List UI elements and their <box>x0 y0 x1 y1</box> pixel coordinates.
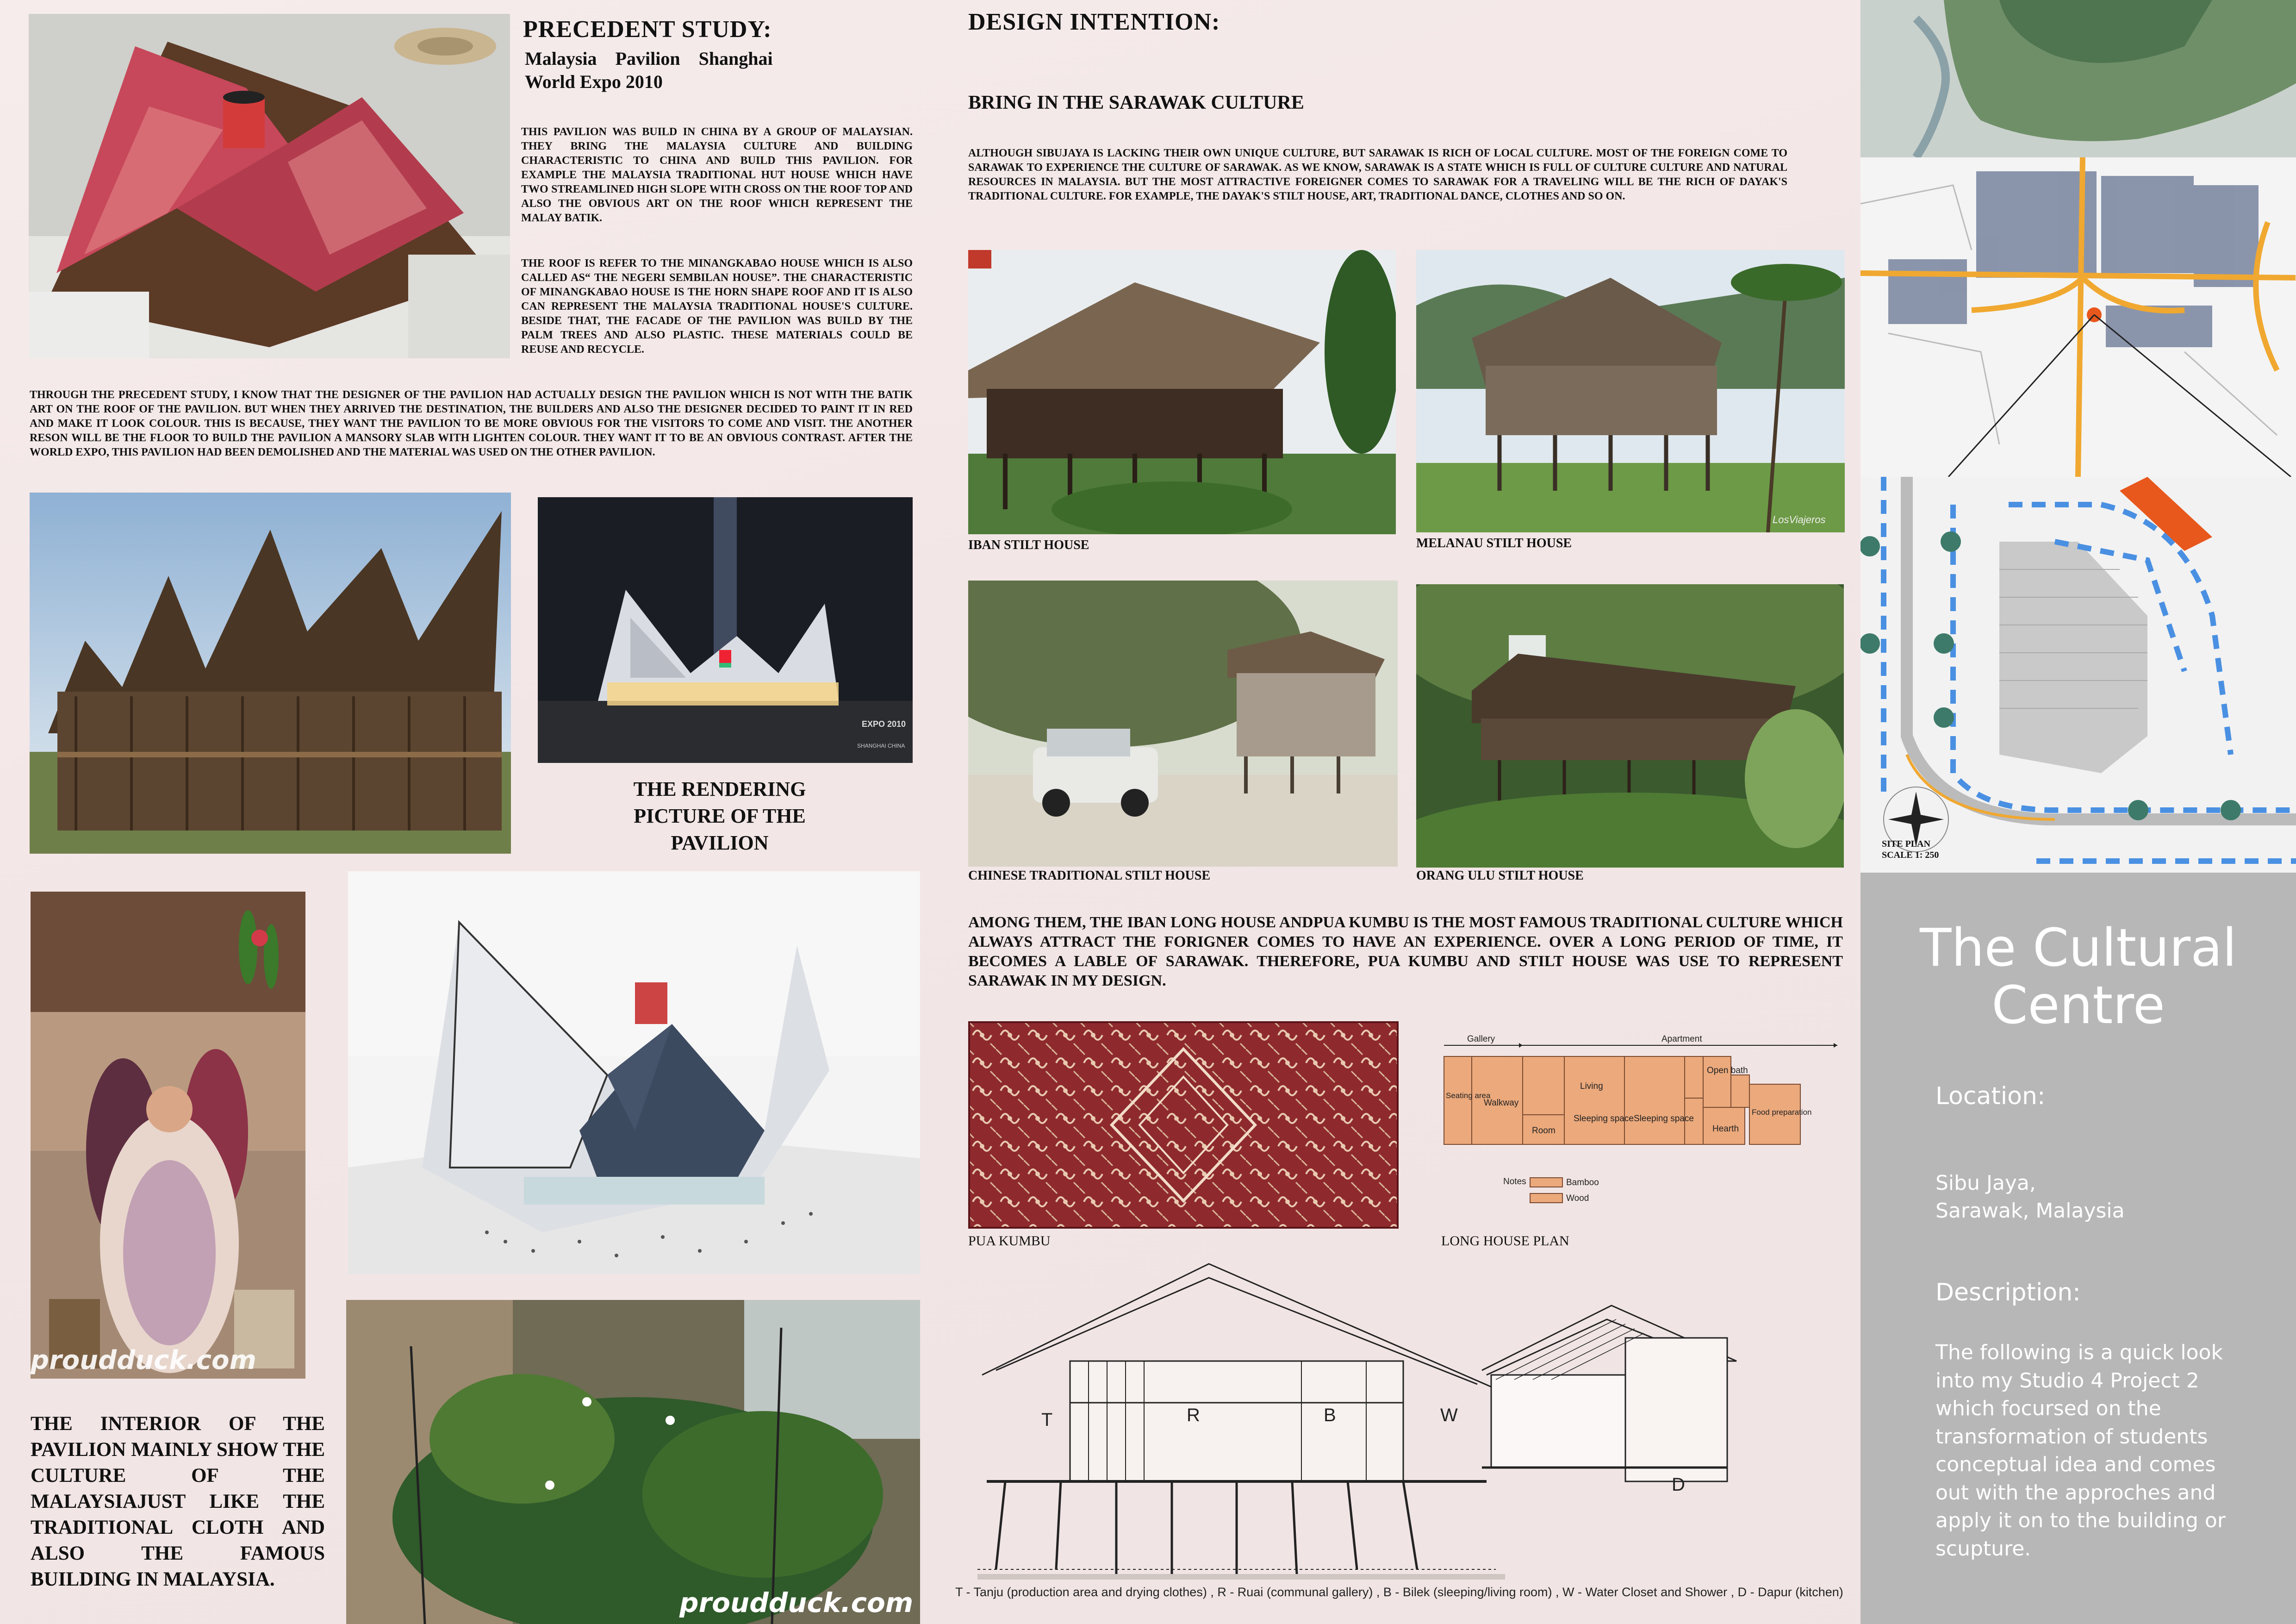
precedent-subtitle-line1: Malaysia Pavilion Shanghai <box>525 48 773 69</box>
precedent-paragraph-3: THROUGH THE PRECEDENT STUDY, I KNOW THAT THE DESIGNER OF THE PAVILION HAD ACTUALLY DESIGN THE PAVILION WHICH IS NOT WITH THE BATIK ART ON THE ROOF OF THE PAVILION. BUT WHEN THEY ARRIVED THE DESTINATION, THE BUILDERS AND ALSO THE DESIGNER DECIDED TO PAINT IT IN RED AND MAKE IT LOOK COLOUR. THIS IS BECAUSE, THEY WANT THE PAVILION TO BE MORE OBVIOUS FOR THE VISITORS TO COME AND VISIT. THE ANOTHER RESON WILL BE THE FLOOR TO BUILD THE PAVILION A MANSORY SLAB WITH LIGHTEN COLOUR. THEY WANT IT TO BE AN OBVIOUS CONTRAST. AFTER THE WORLD EXPO, THIS PAVILION HAD BEEN DEMOLISHED AND THE MATERIAL WAS USED ON THE OTHER PAVILION. <box>30 389 913 458</box>
pavilion-garden-photo <box>346 1300 920 1624</box>
site-plan-label: SITE PLAN <box>1882 839 1931 849</box>
orang-ulu-stilt-house-caption: ORANG ULU STILT HOUSE <box>1416 868 1584 883</box>
watermark-1: proudduck.com <box>31 1345 256 1375</box>
minankabau-house-photo <box>30 493 511 854</box>
description-heading: Description: <box>1935 1279 2081 1306</box>
pua-kumbu-caption: PUA KUMBU <box>968 1233 1051 1249</box>
plan-wood-label: Wood <box>1566 1193 1589 1203</box>
melanau-stilt-house-caption: MELANAU STILT HOUSE <box>1416 536 1572 550</box>
pavilion-night-rendering <box>538 497 913 763</box>
interior-caption: THE INTERIOR OF THE PAVILION MAINLY SHOW THE CULTURE OF THE MALAYSIAJUST LIKE THE TRADITIONAL CLOTH AND ALSO THE FAMOUS BUILDING IN MALAYSIA. <box>31 1413 325 1590</box>
plan-food-label: Food preparation <box>1752 1108 1812 1117</box>
iban-stilt-house-photo <box>968 250 1396 534</box>
street-map <box>1860 157 2296 477</box>
photo-credit: LosViajeros <box>1773 514 1826 525</box>
sidebar-panel <box>1860 0 2296 1624</box>
site-plan <box>1860 477 2296 873</box>
expo-logo-subtitle: SHANGHAI CHINA <box>857 743 905 749</box>
plan-hearth-label: Hearth <box>1712 1124 1739 1134</box>
precedent-paragraph-2: THE ROOF IS REFER TO THE MINANGKABAO HOUSE WHICH IS ALSO CALLED AS“ THE NEGERI SEMBILAN HOUSE”. THE CHARACTERISTIC OF MINANGKABAO HOUSE IS THE HORN SHAPE ROOF AND IT IS ALSO CAN REPRESENT THE MALAYSIA TRADITIONAL HOUSE'S CULTURE. BESIDE THAT, THE FACADE OF THE PAVILION WAS BUILD BY THE PALM TREES AND ALSO PLASTIC. THESE MATERIALS COULD BE REUSE AND RECYCLE. <box>521 257 913 356</box>
location-line-1: Sibu Jaya, <box>1935 1171 2036 1195</box>
precedent-paragraph-1: THIS PAVILION WAS BUILD IN CHINA BY A GROUP OF MALAYSIAN. THEY BRING THE MALAYSIA CULTURE AND BUILDING CHARACTERISTIC TO CHINA AND BUILD THIS PAVILION. FOR EXAMPLE THE MALAYSIA TRADITIONAL HUT HOUSE WHICH HAVE TWO STREAMLINED HIGH SLOPE WITH CROSS ON THE ROOF TOP AND ALSO THE OBVIOUS ART ON THE ROOF WHICH REPRESENT THE MALAY BATIK. <box>521 126 913 224</box>
watermark-2: proudduck.com <box>679 1587 914 1618</box>
iban-stilt-house-caption: IBAN STILT HOUSE <box>968 538 1089 552</box>
plan-room-label: Room <box>1532 1126 1556 1136</box>
plan-sleeping-label-1: Sleeping space <box>1574 1114 1634 1124</box>
orang-ulu-stilt-house-photo <box>1416 584 1844 868</box>
plan-open-bath-label: Open bath <box>1707 1066 1748 1075</box>
scale-label: SCALE 1: 250 <box>1882 850 1939 860</box>
precedent-study-subtitle <box>525 47 826 94</box>
plan-living-label: Living <box>1580 1081 1603 1091</box>
plan-gallery-label: Gallery <box>1467 1034 1495 1044</box>
section-letter-w: W <box>1440 1405 1458 1425</box>
plan-apartment-label: Apartment <box>1661 1034 1702 1044</box>
description-text: The following is a quick look into my Studio 4 Project 2 which focursed on the transformation of students conceptual idea and comes out with the approches and apply it on to the building or scupture. <box>1935 1341 2226 1561</box>
precedent-subtitle-line2: World Expo 2010 <box>525 71 663 92</box>
chinese-stilt-house-caption: CHINESE TRADITIONAL STILT HOUSE <box>968 868 1211 883</box>
aerial-map <box>1860 0 2296 157</box>
expo-logo: EXPO 2010 <box>862 719 906 729</box>
section-letter-r: R <box>1187 1405 1200 1425</box>
precedent-study-title: PRECEDENT STUDY: <box>523 16 772 43</box>
pavilion-interior-photo <box>31 892 305 1379</box>
plan-walkway-label: Walkway <box>1484 1098 1519 1108</box>
pavilion-aerial-photo <box>29 14 510 358</box>
title-line-2: Centre <box>1991 975 2165 1036</box>
long-house-plan-caption: LONG HOUSE PLAN <box>1441 1233 1569 1249</box>
location-heading: Location: <box>1935 1082 2046 1110</box>
location-line-2: Sarawak, Malaysia <box>1935 1199 2125 1223</box>
design-intention-paragraph: ALTHOUGH SIBUJAYA IS LACKING THEIR OWN UNIQUE CULTURE, BUT SARAWAK IS RICH OF LOCAL CULTURE. MOST OF THE FOREIGN COME TO SARAWAK TO EXPERIENCE THE CULTURE OF SARAWAK. AS WE KNOW, SARAWAK IS A STATE WHICH IS FULL OF CULTURE CULTURE AND NATURAL RESOURCES IN MALAYSIA. BUT THE MOST ATTRACTIVE FOREIGNER COMES TO SARAWAK FOR A TRAVELING WILL BE THE RICH OF DAYAK'S TRADITIONAL CULTURE. FOR EXAMPLE, THE DAYAK'S STILT HOUSE, ART, TRADITIONAL DANCE, CLOTHES AND SO ON. <box>968 147 1787 202</box>
melanau-stilt-house-photo <box>1416 250 1845 532</box>
chinese-stilt-house-photo <box>968 581 1398 867</box>
section-legend: T - Tanju (production area and drying clothes) , R - Ruai (communal gallery) , B - Bilek (sleeping/living room) , W - Water Closet and Shower , D - Dapur (kitchen) <box>955 1585 1843 1599</box>
pua-kumbu-textile <box>968 1021 1399 1229</box>
section-letter-b: B <box>1324 1405 1336 1425</box>
pavilion-rendering-photo <box>348 871 920 1274</box>
long-house-section <box>977 1250 1848 1606</box>
plan-seating-label: Seating area <box>1446 1091 1491 1100</box>
cultural-centre-title <box>1860 919 2296 1034</box>
section-letter-d: D <box>1672 1474 1685 1495</box>
rendering-caption: THE RENDERING PICTURE OF THE PAVILION <box>633 778 806 854</box>
sarawak-culture-subtitle: BRING IN THE SARAWAK CULTURE <box>968 92 1304 113</box>
iban-pua-kumbu-paragraph: AMONG THEM, THE IBAN LONG HOUSE ANDPUA KUMBU IS THE MOST FAMOUS TRADITIONAL CULTURE WHICH ALWAYS ATTRACT THE FORIGNER COMES TO HAVE AN EXPERIENCE. OVER A LONG PERIOD OF TIME, IT BECOMES A LABLE OF SARAWAK. THEREFORE, PUA KUMBU AND STILT HOUSE WAS USE TO REPRESENT SARAWAK IN MY DESIGN. <box>968 914 1843 989</box>
long-house-plan <box>1439 1029 1842 1209</box>
plan-notes-label: Notes <box>1503 1177 1526 1187</box>
plan-sleeping-label-2: Sleeping space <box>1634 1114 1694 1124</box>
section-letter-t: T <box>1041 1410 1053 1430</box>
design-intention-title: DESIGN INTENTION: <box>968 9 1220 35</box>
title-line-1: The Cultural <box>1920 918 2237 978</box>
plan-bamboo-label: Bamboo <box>1566 1178 1599 1187</box>
